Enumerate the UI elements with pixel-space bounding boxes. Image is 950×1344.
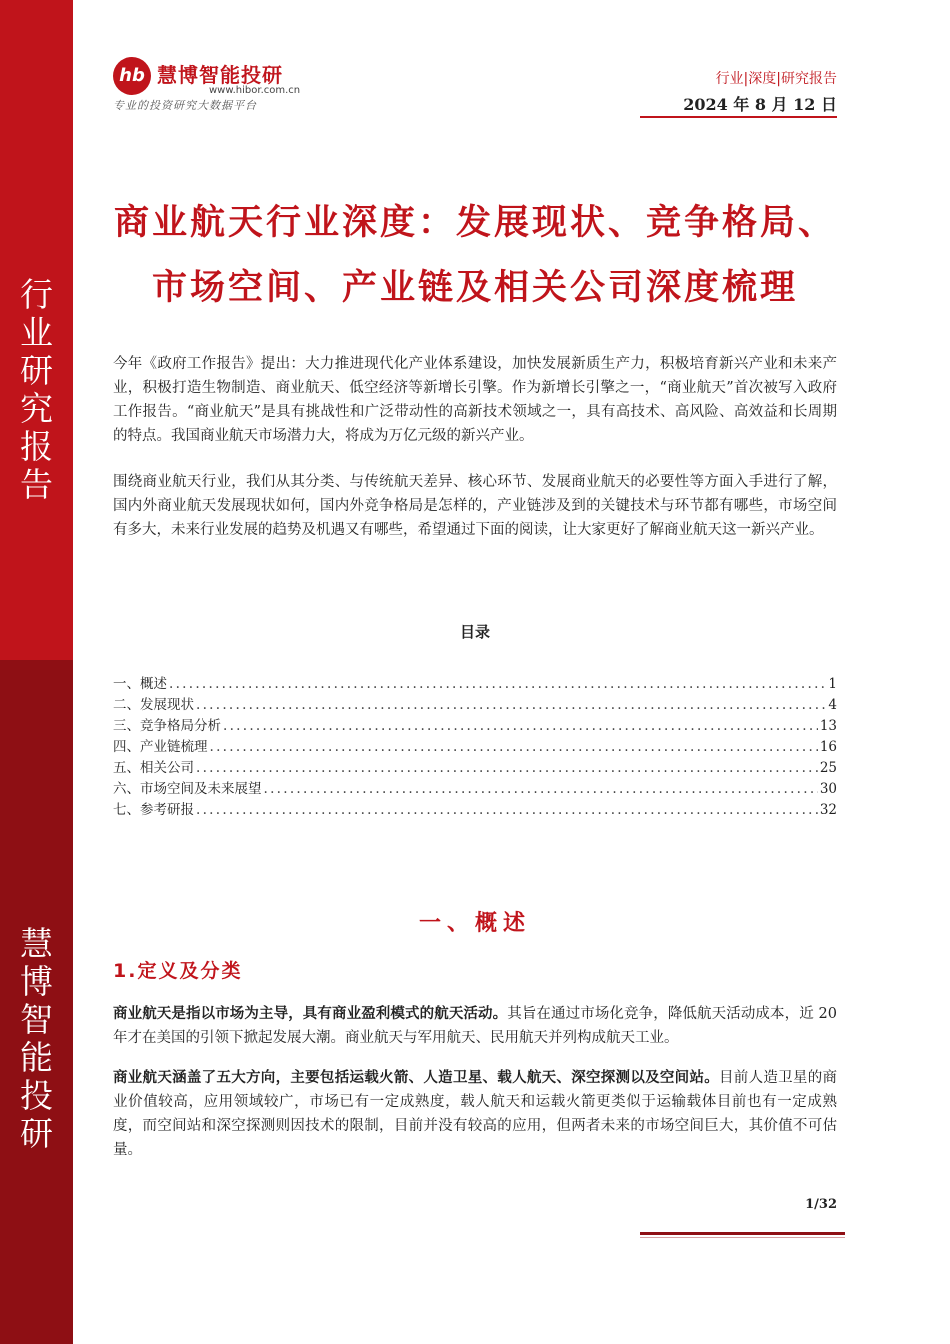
hibor-logo-icon: hb — [113, 57, 151, 95]
intro-paragraph-1: 今年《政府工作报告》提出：大力推进现代化产业体系建设，加快发展新质生产力，积极培育新兴产业和未来产业，积极打造生物制造、商业航天、低空经济等新增长引擎。作为新增长引擎之一，“商业航天”首次被写入政府工作报告。“商业航天”是具有挑战性和广泛带动性的高新技术领域之一，具有高技术、高风险、高效益和长周期的特点。我国商业航天市场潜力大，将成为万亿元级的新兴产业。 — [113, 356, 837, 444]
body-paragraph-directions — [113, 1066, 837, 1162]
toc-entry[interactable]: 五、相关公司 . . . 25 — [113, 758, 837, 779]
body-paragraph-definition — [113, 1002, 837, 1050]
directions-body: 目前人造卫星的商业价值较高，应用领域较广，市场已有一定成熟度，载人航天和运载火箭更类似于运输载体目前也有一定成熟度，而空间站和深空探测则因技术的限制，目前并没有较高的应用，但两者未来的市场空间巨大，其价值不可估量。 — [113, 1070, 837, 1158]
report-date: 2024 年 8 月 12 日 — [683, 95, 837, 114]
logo-slogan: 专业的投资研究大数据平台 — [113, 99, 257, 112]
toc-entry[interactable]: 三、竞争格局分析 . . . 13 — [113, 716, 837, 737]
page-number: 1/32 — [805, 1197, 837, 1212]
definition-body: 其旨在通过市场化竞争，降低航天活动成本，近 20 年才在美国的引领下掀起发展大潮。商业航天与军用航天、民用航天并列构成航天工业。 — [113, 1006, 837, 1046]
toc-title: 目录 — [459, 623, 490, 641]
logo-url: www.hibor.com.cn — [209, 85, 301, 96]
intro-paragraph-2: 围绕商业航天行业，我们从其分类、与传统航天差异、核心环节、发展商业航天的必要性等方面入手进行了解，国内外商业航天发展现状如何，国内外竞争格局是怎样的，产业链涉及到的关键技术与环节都有哪些，市场空间有多大，未来行业发展的趋势及机遇又有哪些，希望通过下面的阅读，让大家更好了解商业航天这一新兴产业。 — [113, 474, 837, 538]
definition-lead: 商业航天是指以市场为主导，具有商业盈利模式的航天活动。 — [113, 1006, 508, 1022]
report-header-meta — [683, 68, 837, 115]
toc-entry[interactable]: 二、发展现状 . . . 4 — [113, 695, 837, 716]
logo-name: 慧博智能投研 — [157, 63, 283, 87]
footer-divider-thin — [640, 1237, 845, 1238]
toc-entry[interactable]: 四、产业链梳理 . . . 16 — [113, 737, 837, 758]
report-title-line-1: 商业航天行业深度：发展现状、竞争格局、 — [113, 203, 836, 243]
table-of-contents — [113, 674, 837, 821]
subsection-heading: 1.定义及分类 — [113, 960, 243, 982]
directions-lead: 商业航天涵盖了五大方向，主要包括运载火箭、人造卫星、载人航天、深空探测以及空间站。 — [113, 1070, 720, 1086]
toc-entry[interactable]: 七、参考研报 . . . 32 — [113, 800, 837, 821]
hibor-logo[interactable] — [113, 57, 303, 115]
sidebar-label-report-type: 行 业 研 究 报 告 — [20, 275, 53, 504]
footer-divider — [640, 1232, 845, 1235]
toc-entry[interactable]: 一、概述 . . . 1 — [113, 674, 837, 695]
section-heading: 一、概述 — [418, 911, 531, 936]
sidebar-label-brand: 慧 博 智 能 投 研 — [20, 924, 53, 1153]
report-category: 行业|深度|研究报告 — [715, 71, 837, 87]
report-title-line-2: 市场空间、产业链及相关公司深度梳理 — [151, 268, 798, 308]
header-divider — [640, 116, 837, 118]
toc-entry[interactable]: 六、市场空间及未来展望 . . . 30 — [113, 779, 837, 800]
